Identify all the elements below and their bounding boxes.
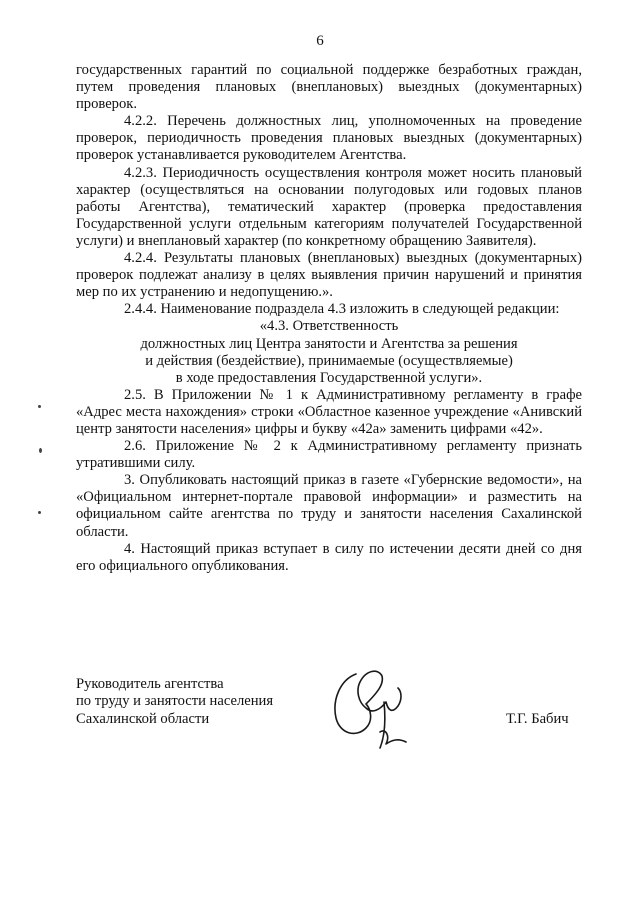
position-line: Руководитель агентства: [76, 676, 224, 692]
paragraph-2-5: 2.5. В Приложении № 1 к Административному регламенту в графе «Адрес места нахождения» строки «Областное казенное учреждение «Анивский центр занятости населения» цифры и букву «42а» заменить цифрами «42».: [76, 386, 582, 437]
heading-line: в ходе предоставления Государственной услуги».: [175, 369, 483, 386]
scan-speck: [38, 405, 41, 408]
paragraph-2-6: 2.6. Приложение № 2 к Административному регламенту признать утратившими силу.: [76, 438, 582, 472]
paragraph-4-2-4: 4.2.4. Результаты плановых (внеплановых) выездных (документарных) проверок подлежат анализу в целях выявления причин нарушений и принятия мер по их устранению и недопущению.».: [76, 250, 582, 301]
document-body: [76, 62, 582, 575]
heading-line: должностных лиц Центра занятости и Агентства за решения: [140, 335, 518, 352]
paragraph-4-2-2: 4.2.2. Перечень должностных лиц, уполномоченных на проведение проверок, периодичность проведения плановых выездных (документарных) проверок устанавливается руководителем Агентства.: [76, 113, 582, 164]
paragraph-2-4-4: 2.4.4. Наименование подраздела 4.3 изложить в следующей редакции:: [124, 301, 560, 318]
paragraph-4-2-3: 4.2.3. Периодичность осуществления контроля может носить плановый характер (осуществляться на основании полугодовых или годовых планов работы Агентства), тематический характер (проверка предоставления Государственной услуги отдельным категориям получателей Государственной услуги) и внеплановый характер (по конкретному обращению Заявителя).: [76, 164, 582, 249]
signer-name: Т.Г. Бабич: [506, 711, 569, 727]
heading-line: и действия (бездействие), принимаемые (осуществляемые): [145, 352, 513, 369]
position-line: Сахалинской области: [76, 710, 210, 727]
scan-speck: [38, 511, 41, 514]
paragraph-continuation: государственных гарантий по социальной поддержке безработных граждан, путем проведения плановых (внеплановых) выездных (документарных) проверок.: [76, 62, 582, 113]
signatory-position: [76, 676, 273, 728]
paragraph-4: 4. Настоящий приказ вступает в силу по истечении десяти дней со дня его официального опубликования.: [76, 540, 582, 574]
scan-speck: [39, 448, 42, 453]
position-line: по труду и занятости населения: [76, 693, 274, 710]
paragraph-3: 3. Опубликовать настоящий приказ в газете «Губернские ведомости», на «Официальном интернет-портале правовой информации» и разместить на официальном сайте агентства по труду и занятости населения Сахалинской области.: [76, 472, 582, 540]
subsection-heading: [76, 318, 582, 386]
page-number: 6: [316, 33, 324, 49]
handwritten-signature: [326, 662, 420, 762]
heading-line: «4.3. Ответственность: [259, 318, 399, 335]
